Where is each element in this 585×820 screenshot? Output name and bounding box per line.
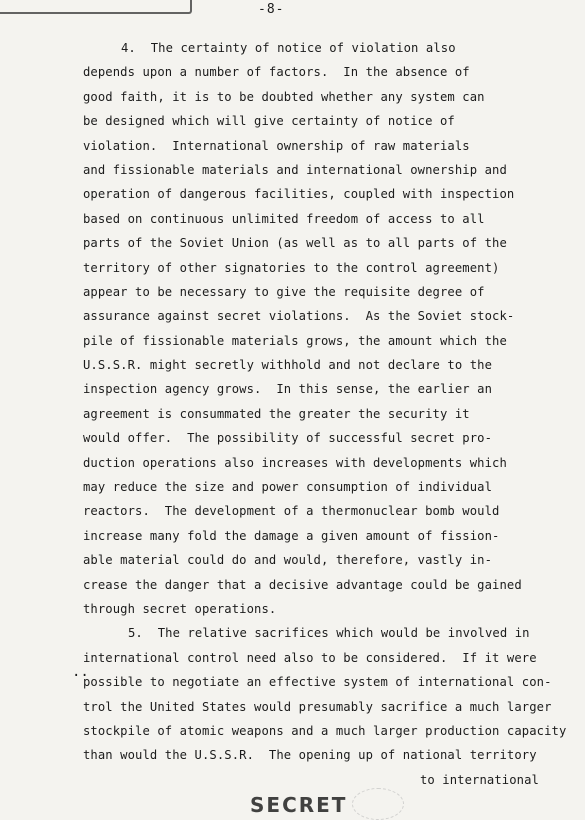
paragraph-5-line: possible to negotiate an effective system of international con- [83,675,552,690]
paragraph-4-line: crease the danger that a decisive advantage could be gained [83,577,522,592]
paragraph-4-line: increase many fold the damage a given amount of fission- [83,528,500,543]
paragraph-4-line: assurance against secret violations. As the Soviet stock- [83,309,515,324]
body-text [83,36,578,792]
stray-mark: .. [72,664,89,680]
paragraph-4-line: violation. International ownership of raw materials [83,138,470,153]
paragraph-4-line: may reduce the size and power consumption of individual [83,480,493,495]
paragraph-4-line: be designed which will give certainty of notice of [83,114,455,129]
corner-mark [0,0,192,14]
paragraph-4-line: reactors. The development of a thermonuclear bomb would [83,504,500,519]
paragraph-4-line: would offer. The possibility of successful secret pro- [83,431,493,446]
paragraph-4-line: agreement is consummated the greater the security it [83,406,470,421]
paragraph-4-line: through secret operations. [83,601,277,616]
paragraph-5-line: than would the U.S.S.R. The opening up of national territory [83,748,537,763]
paragraph-4-line: based on continuous unlimited freedom of access to all [83,211,485,226]
paragraph-5-line: international control need also to be considered. If it were [83,650,537,665]
paragraph-4-line: territory of other signatories to the control agreement) [83,260,500,275]
seal-mark [352,788,404,820]
paragraph-4-line: good faith, it is to be doubted whether any system can [83,89,485,104]
paragraph-4-line: and fissionable materials and international ownership and [83,162,507,177]
paragraph-5-line: 5. The relative sacrifices which would be involved in [128,626,530,641]
paragraph-4-line: duction operations also increases with developments which [83,455,507,470]
paragraph-4-line: appear to be necessary to give the requisite degree of [83,284,485,299]
paragraph-4-line: inspection agency grows. In this sense, the earlier an [83,382,493,397]
page-number: -8- [258,2,285,17]
paragraph-5-line: trol the United States would presumably sacrifice a much larger [83,699,552,714]
paragraph-4-line: able material could do and would, therefore, vastly in- [83,553,493,568]
paragraph-5-line: stockpile of atomic weapons and a much larger production capacity [83,723,567,738]
paragraph-4-line: parts of the Soviet Union (as well as to all parts of the [83,236,507,251]
paragraph-4-line: operation of dangerous facilities, coupled with inspection [83,187,515,202]
paragraph-5-line: to international [420,772,539,787]
paragraph-4-line: pile of fissionable materials grows, the amount which the [83,333,507,348]
paragraph-4-line: U.S.S.R. might secretly withhold and not declare to the [83,358,493,373]
classification-stamp: SECRET [250,793,348,817]
paragraph-4-line: 4. The certainty of notice of violation also [121,41,456,55]
paragraph-4-line: depends upon a number of factors. In the absence of [83,65,470,80]
